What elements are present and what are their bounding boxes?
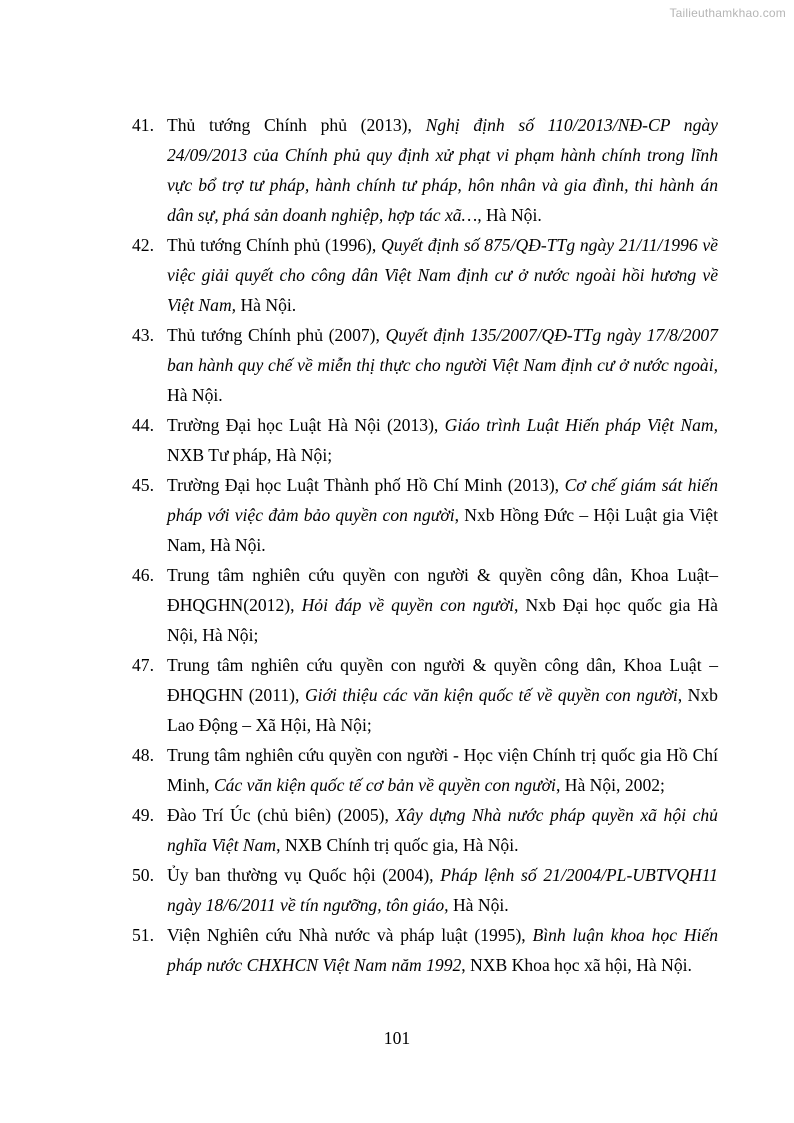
reference-publisher: Hà Nội. bbox=[167, 385, 223, 405]
reference-publisher: NXB Tư pháp, Hà Nội; bbox=[167, 445, 333, 465]
reference-number: 44. bbox=[132, 415, 154, 435]
reference-title: Quyết định 135/2007/QĐ-TTg ngày 17/8/2007 ban hành quy chế về miễn thị thực cho người Việt Nam định cư ở nước ngoài, bbox=[167, 325, 718, 375]
reference-list bbox=[132, 110, 718, 980]
reference-publisher: , NXB Khoa học xã hội, Hà Nội. bbox=[461, 955, 692, 975]
reference-publisher: , Hà Nội, 2002; bbox=[555, 775, 665, 795]
reference-item bbox=[132, 800, 718, 860]
reference-number: 49. bbox=[132, 805, 154, 825]
reference-author: Ủy ban thường vụ Quốc hội (2004) bbox=[167, 865, 430, 885]
reference-publisher: , Nxb Đại học quốc gia Hà Nội, Hà Nội; bbox=[167, 595, 718, 645]
reference-item bbox=[132, 410, 718, 470]
reference-title: Quyết định số 875/QĐ-TTg ngày 21/11/1996 về việc giải quyết cho công dân Việt Nam định cư ở nước ngoài hồi hương về Việt Nam, bbox=[167, 235, 718, 315]
reference-title: Nghị định số 110/2013/NĐ-CP ngày 24/09/2013 của Chính phủ quy định xử phạt vi phạm hành chính trong lĩnh vực bổ trợ tư pháp, hành chính tư pháp, hôn nhân và gia đình, thi hành án dân sự, phá sản doanh nghiệp, hợp tác xã…, bbox=[167, 115, 718, 225]
reference-publisher: Hà Nội. bbox=[236, 295, 297, 315]
reference-number: 41. bbox=[132, 115, 154, 135]
reference-number: 51. bbox=[132, 925, 154, 945]
reference-title: Hỏi đáp về quyền con người bbox=[301, 595, 515, 615]
reference-item bbox=[132, 470, 718, 560]
reference-title: , Pháp lệnh số 21/2004/PL-UBTVQH11 ngày 18/6/2011 về tín ngưỡng, tôn giáo, bbox=[167, 865, 718, 915]
reference-item bbox=[132, 560, 718, 650]
reference-item bbox=[132, 860, 718, 920]
reference-number: 50. bbox=[132, 865, 154, 885]
watermark: Tailieuthamkhao.com bbox=[669, 6, 786, 20]
reference-item bbox=[132, 740, 718, 800]
reference-author: Viện Nghiên cứu Nhà nước và pháp luật (1995), bbox=[167, 925, 533, 945]
reference-title: Giới thiệu các văn kiện quốc tế về quyền con người bbox=[304, 685, 678, 705]
reference-title: Các văn kiện quốc tế cơ bản về quyền con người bbox=[213, 775, 556, 795]
reference-title: Cơ chế giám sát hiến pháp với việc đảm bảo quyền con người bbox=[167, 475, 718, 525]
reference-author: Trường Đại học Luật Thành phố Hồ Chí Minh (2013), bbox=[167, 475, 565, 495]
reference-number: 48. bbox=[132, 745, 154, 765]
reference-author: Trung tâm nghiên cứu quyền con người - Học viện Chính trị quốc gia Hồ Chí Minh, bbox=[167, 745, 718, 795]
reference-item bbox=[132, 650, 718, 740]
reference-number: 47. bbox=[132, 655, 154, 675]
reference-author: Trung tâm nghiên cứu quyền con người & quyền công dân, Khoa Luật–ĐHQGHN(2012), bbox=[167, 565, 718, 615]
reference-number: 46. bbox=[132, 565, 154, 585]
reference-title: Bình luận khoa học Hiến pháp nước CHXHCN Việt Nam năm 1992 bbox=[167, 925, 718, 975]
reference-number: 42. bbox=[132, 235, 154, 255]
reference-title: Xây dựng Nhà nước pháp quyền xã hội chủ nghĩa Việt Nam bbox=[167, 805, 718, 855]
reference-publisher: , Nxb Lao Động – Xã Hội, Hà Nội; bbox=[167, 685, 718, 735]
reference-item bbox=[132, 920, 718, 980]
reference-publisher: , NXB Chính trị quốc gia, Hà Nội. bbox=[276, 835, 519, 855]
reference-number: 45. bbox=[132, 475, 154, 495]
reference-number: 43. bbox=[132, 325, 154, 345]
reference-item bbox=[132, 320, 718, 410]
reference-author: Đào Trí Úc (chủ biên) (2005), bbox=[167, 805, 396, 825]
reference-author: Thủ tướng Chính phủ (2007), bbox=[167, 325, 386, 345]
reference-publisher: Hà Nội. bbox=[481, 205, 542, 225]
reference-author: Trường Đại học Luật Hà Nội (2013), bbox=[167, 415, 445, 435]
reference-author: Thủ tướng Chính phủ (1996), bbox=[167, 235, 382, 255]
reference-item bbox=[132, 110, 718, 230]
page-number: 101 bbox=[383, 1028, 411, 1048]
reference-author: Thủ tướng Chính phủ (2013), bbox=[167, 115, 426, 135]
reference-author: Trung tâm nghiên cứu quyền con người & quyền công dân, Khoa Luật – ĐHQGHN (2011), bbox=[167, 655, 718, 705]
reference-publisher: Hà Nội. bbox=[448, 895, 509, 915]
reference-publisher: , Nxb Hồng Đức – Hội Luật gia Việt Nam, Hà Nội. bbox=[167, 505, 719, 555]
reference-title: Giáo trình Luật Hiến pháp Việt Nam, bbox=[444, 415, 718, 435]
reference-item bbox=[132, 230, 718, 320]
